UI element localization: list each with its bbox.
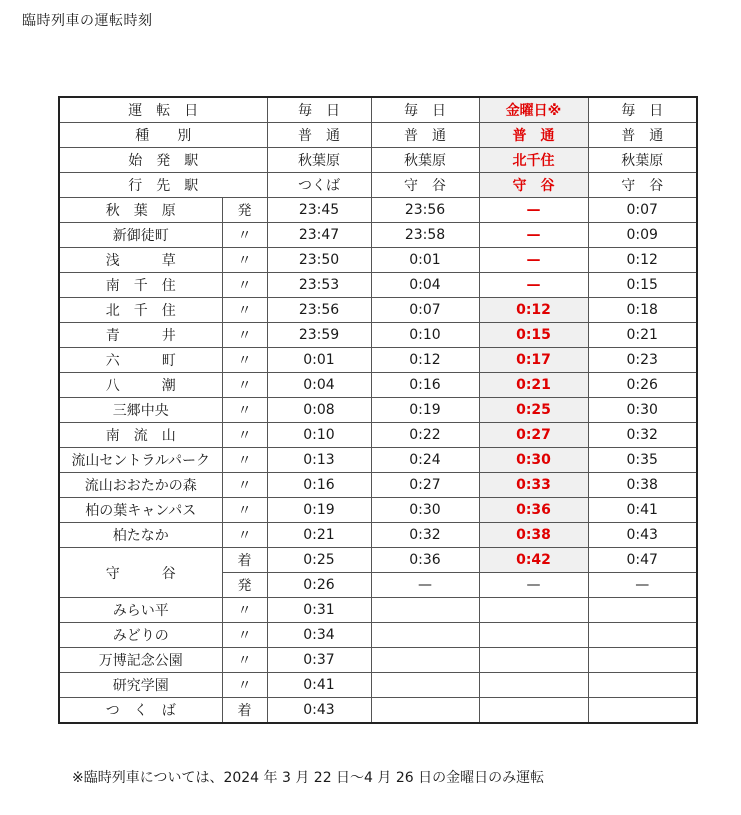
- time-cell-col-3: 0:42: [479, 548, 588, 573]
- station-name: 新御徒町: [59, 223, 222, 248]
- time-cell-col-4: [588, 648, 697, 673]
- time-cell-col-4: [588, 598, 697, 623]
- time-cell-col-3: —: [479, 573, 588, 598]
- station-name: みどりの: [59, 623, 222, 648]
- time-cell-col-3: [479, 673, 588, 698]
- time-cell-col-4: 0:38: [588, 473, 697, 498]
- time-cell-col-4: [588, 623, 697, 648]
- time-cell-col-1: 23:59: [267, 323, 371, 348]
- time-cell-col-4: 0:15: [588, 273, 697, 298]
- time-cell-col-1: 0:10: [267, 423, 371, 448]
- header-row-destination-station: [59, 173, 697, 198]
- station-name: 浅 草: [59, 248, 222, 273]
- arr-dep-mark: 着: [222, 698, 267, 724]
- time-cell-col-1: 0:01: [267, 348, 371, 373]
- arr-dep-mark: 〃: [222, 673, 267, 698]
- arr-dep-mark: 〃: [222, 648, 267, 673]
- time-cell-col-1: 0:21: [267, 523, 371, 548]
- time-cell-col-2: 0:22: [371, 423, 479, 448]
- station-name: みらい平: [59, 598, 222, 623]
- time-cell-col-2: —: [371, 573, 479, 598]
- time-cell-col-2: 0:30: [371, 498, 479, 523]
- time-cell-col-3: [479, 623, 588, 648]
- time-cell-col-3: [479, 648, 588, 673]
- time-cell-col-1: 0:13: [267, 448, 371, 473]
- time-cell-col-1: 0:26: [267, 573, 371, 598]
- time-cell-col-3: 0:21: [479, 373, 588, 398]
- header-operation-day-col-2: 毎 日: [371, 97, 479, 123]
- header-destination-station-col-3: 守 谷: [479, 173, 588, 198]
- header-label-destination-station: 行 先 駅: [59, 173, 267, 198]
- time-cell-col-3: [479, 598, 588, 623]
- station-row: [59, 498, 697, 523]
- time-cell-col-3: —: [479, 198, 588, 223]
- arr-dep-mark: 〃: [222, 598, 267, 623]
- header-origin-station-col-2: 秋葉原: [371, 148, 479, 173]
- time-cell-col-2: 0:32: [371, 523, 479, 548]
- arr-dep-mark: 〃: [222, 323, 267, 348]
- time-cell-col-4: 0:26: [588, 373, 697, 398]
- time-cell-col-2: 0:19: [371, 398, 479, 423]
- station-name: 六 町: [59, 348, 222, 373]
- station-row: [59, 448, 697, 473]
- footnote: ※臨時列車については、2024 年 3 月 22 日～4 月 26 日の金曜日のみ運転: [72, 770, 545, 786]
- time-cell-col-1: 23:53: [267, 273, 371, 298]
- header-row-origin-station: [59, 148, 697, 173]
- header-label-operation-day: 運 転 日: [59, 97, 267, 123]
- time-cell-col-2: 0:12: [371, 348, 479, 373]
- station-row-moriya-arrival: [59, 548, 697, 573]
- time-cell-col-1: 0:43: [267, 698, 371, 724]
- header-operation-day-col-1: 毎 日: [267, 97, 371, 123]
- time-cell-col-2: 23:56: [371, 198, 479, 223]
- station-name: 青 井: [59, 323, 222, 348]
- time-cell-col-2: 0:10: [371, 323, 479, 348]
- header-train-type-col-1: 普 通: [267, 123, 371, 148]
- time-cell-col-3: —: [479, 248, 588, 273]
- station-name: 柏たなか: [59, 523, 222, 548]
- time-cell-col-4: 0:09: [588, 223, 697, 248]
- station-name: 北 千 住: [59, 298, 222, 323]
- arr-dep-mark: 発: [222, 198, 267, 223]
- time-cell-col-3: —: [479, 223, 588, 248]
- time-cell-col-4: 0:41: [588, 498, 697, 523]
- time-cell-col-2: 0:04: [371, 273, 479, 298]
- station-name: 南 千 住: [59, 273, 222, 298]
- time-cell-col-1: 23:56: [267, 298, 371, 323]
- header-operation-day-col-3: 金曜日※: [479, 97, 588, 123]
- station-row: [59, 323, 697, 348]
- time-cell-col-1: 23:47: [267, 223, 371, 248]
- station-name: 流山おおたかの森: [59, 473, 222, 498]
- time-cell-col-4: 0:32: [588, 423, 697, 448]
- station-row: [59, 273, 697, 298]
- header-origin-station-col-4: 秋葉原: [588, 148, 697, 173]
- time-cell-col-3: [479, 698, 588, 724]
- header-destination-station-col-2: 守 谷: [371, 173, 479, 198]
- time-cell-col-2: [371, 648, 479, 673]
- station-row: [59, 373, 697, 398]
- time-cell-col-3: 0:27: [479, 423, 588, 448]
- arr-dep-mark: 着: [222, 548, 267, 573]
- time-cell-col-1: 0:08: [267, 398, 371, 423]
- station-name: 南 流 山: [59, 423, 222, 448]
- time-cell-col-1: 0:19: [267, 498, 371, 523]
- station-name: 八 潮: [59, 373, 222, 398]
- arr-dep-mark: 〃: [222, 298, 267, 323]
- station-row: [59, 398, 697, 423]
- header-row-train-type: [59, 123, 697, 148]
- arr-dep-mark: 〃: [222, 523, 267, 548]
- time-cell-col-2: [371, 698, 479, 724]
- station-row: [59, 698, 697, 724]
- station-name: 秋 葉 原: [59, 198, 222, 223]
- time-cell-col-3: 0:17: [479, 348, 588, 373]
- header-label-origin-station: 始 発 駅: [59, 148, 267, 173]
- time-cell-col-2: 0:36: [371, 548, 479, 573]
- station-row: [59, 523, 697, 548]
- station-row: [59, 423, 697, 448]
- time-cell-col-3: 0:12: [479, 298, 588, 323]
- time-cell-col-3: —: [479, 273, 588, 298]
- station-row: [59, 248, 697, 273]
- header-operation-day-col-4: 毎 日: [588, 97, 697, 123]
- arr-dep-mark: 発: [222, 573, 267, 598]
- arr-dep-mark: 〃: [222, 448, 267, 473]
- station-row: [59, 298, 697, 323]
- time-cell-col-2: [371, 623, 479, 648]
- time-cell-col-4: [588, 698, 697, 724]
- station-name: 三郷中央: [59, 398, 222, 423]
- time-cell-col-3: 0:30: [479, 448, 588, 473]
- time-cell-col-2: 0:16: [371, 373, 479, 398]
- time-cell-col-4: 0:43: [588, 523, 697, 548]
- station-row: [59, 473, 697, 498]
- time-cell-col-1: 23:45: [267, 198, 371, 223]
- header-train-type-col-3: 普 通: [479, 123, 588, 148]
- station-name: 柏の葉キャンパス: [59, 498, 222, 523]
- time-cell-col-1: 0:31: [267, 598, 371, 623]
- time-cell-col-4: 0:12: [588, 248, 697, 273]
- station-row: [59, 673, 697, 698]
- time-cell-col-1: 23:50: [267, 248, 371, 273]
- time-cell-col-1: 0:16: [267, 473, 371, 498]
- header-origin-station-col-1: 秋葉原: [267, 148, 371, 173]
- time-cell-col-2: 0:01: [371, 248, 479, 273]
- time-cell-col-4: 0:18: [588, 298, 697, 323]
- time-cell-col-1: 0:41: [267, 673, 371, 698]
- time-cell-col-2: 0:27: [371, 473, 479, 498]
- time-cell-col-3: 0:36: [479, 498, 588, 523]
- arr-dep-mark: 〃: [222, 623, 267, 648]
- station-row: [59, 598, 697, 623]
- time-cell-col-4: —: [588, 573, 697, 598]
- station-name: つ く ば: [59, 698, 222, 724]
- time-cell-col-1: 0:34: [267, 623, 371, 648]
- arr-dep-mark: 〃: [222, 348, 267, 373]
- time-cell-col-1: 0:25: [267, 548, 371, 573]
- station-row: [59, 348, 697, 373]
- time-cell-col-4: 0:35: [588, 448, 697, 473]
- arr-dep-mark: 〃: [222, 398, 267, 423]
- time-cell-col-3: 0:38: [479, 523, 588, 548]
- time-cell-col-4: 0:21: [588, 323, 697, 348]
- arr-dep-mark: 〃: [222, 473, 267, 498]
- time-cell-col-4: 0:30: [588, 398, 697, 423]
- timetable: [58, 96, 698, 724]
- header-label-train-type: 種 別: [59, 123, 267, 148]
- time-cell-col-2: 23:58: [371, 223, 479, 248]
- time-cell-col-1: 0:04: [267, 373, 371, 398]
- arr-dep-mark: 〃: [222, 373, 267, 398]
- arr-dep-mark: 〃: [222, 498, 267, 523]
- station-row: [59, 623, 697, 648]
- time-cell-col-2: [371, 598, 479, 623]
- arr-dep-mark: 〃: [222, 223, 267, 248]
- station-name: 守 谷: [59, 548, 222, 598]
- time-cell-col-3: 0:25: [479, 398, 588, 423]
- station-row: [59, 648, 697, 673]
- time-cell-col-4: 0:23: [588, 348, 697, 373]
- time-cell-col-3: 0:15: [479, 323, 588, 348]
- station-name: 研究学園: [59, 673, 222, 698]
- station-name: 流山セントラルパーク: [59, 448, 222, 473]
- page-title: 臨時列車の運転時刻: [22, 13, 153, 29]
- station-row: [59, 198, 697, 223]
- time-cell-col-2: 0:24: [371, 448, 479, 473]
- station-row: [59, 223, 697, 248]
- station-name: 万博記念公園: [59, 648, 222, 673]
- arr-dep-mark: 〃: [222, 423, 267, 448]
- header-train-type-col-4: 普 通: [588, 123, 697, 148]
- time-cell-col-4: 0:07: [588, 198, 697, 223]
- time-cell-col-1: 0:37: [267, 648, 371, 673]
- arr-dep-mark: 〃: [222, 273, 267, 298]
- time-cell-col-3: 0:33: [479, 473, 588, 498]
- header-row-operation-day: [59, 97, 697, 123]
- header-destination-station-col-1: つくば: [267, 173, 371, 198]
- time-cell-col-2: [371, 673, 479, 698]
- header-destination-station-col-4: 守 谷: [588, 173, 697, 198]
- header-train-type-col-2: 普 通: [371, 123, 479, 148]
- time-cell-col-4: 0:47: [588, 548, 697, 573]
- time-cell-col-4: [588, 673, 697, 698]
- time-cell-col-2: 0:07: [371, 298, 479, 323]
- arr-dep-mark: 〃: [222, 248, 267, 273]
- header-origin-station-col-3: 北千住: [479, 148, 588, 173]
